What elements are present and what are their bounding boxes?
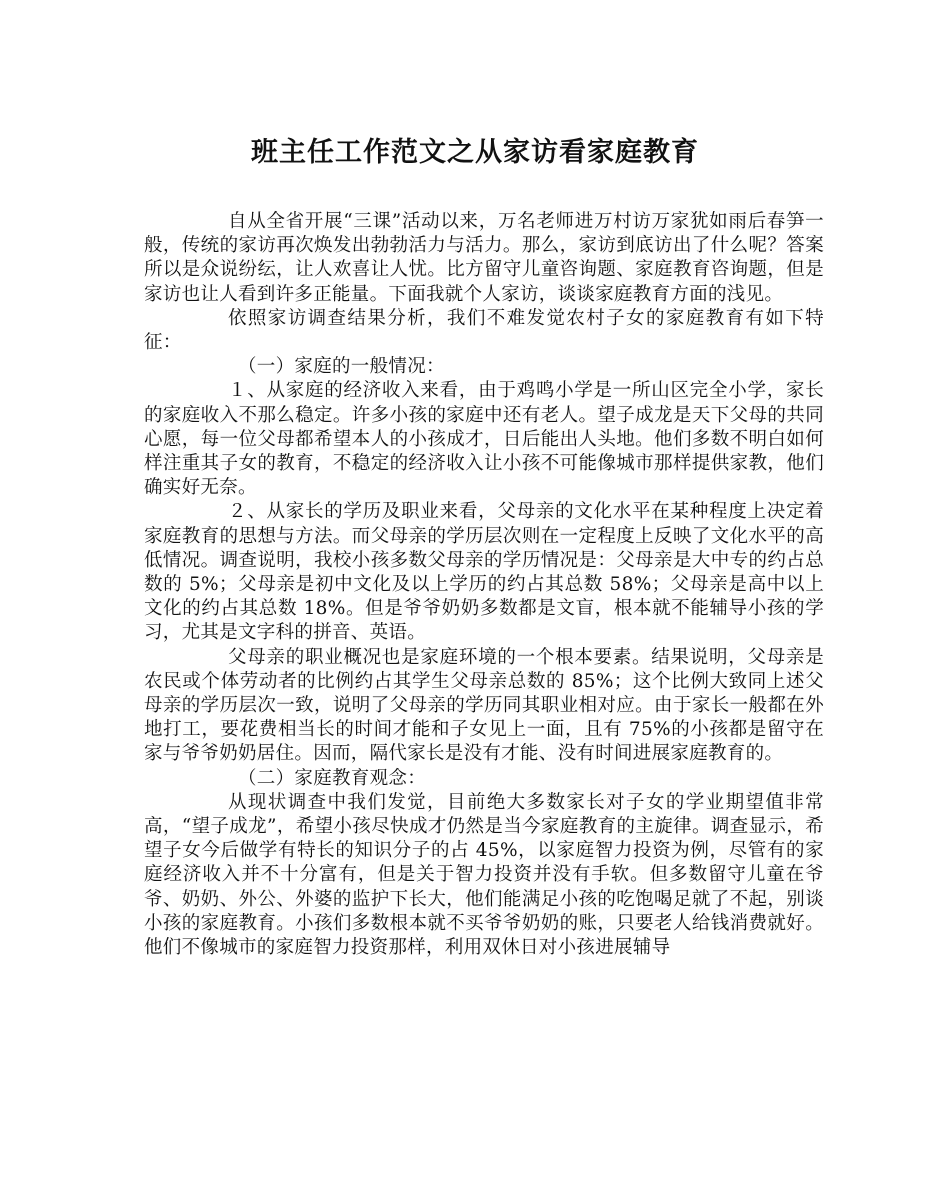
section-heading-general: （一）家庭的一般情况： <box>238 356 445 378</box>
paragraph-intro: 自从全省开展“三课”活动以来，万名老师进万村访万家犹如雨后春笋一般，传统的家访再次焕发出勃勃活力与活力。那么，家访到底访出了什么呢？答案所以是众说纷纭，让人欢喜让人忧。比方留守儿童咨询题、家庭教育咨询题，但是家访也让人看到许多正能量。下面我就个人家访，谈谈家庭教育方面的浅见。 <box>144 211 824 305</box>
document-title: 班主任工作范文之从家访看家庭教育 <box>251 137 699 168</box>
paragraph-economic-income: １、从家庭的经济收入来看，由于鸡鸣小学是一所山区完全小学，家长的家庭收入不那么稳定。许多小孩的家庭中还有老人。望子成龙是天下父母的共同心愿，每一位父母都希望本人的小孩成才，日后能出人头地。他们多数不明白如何样注重其子女的教育，不稳定的经济收入让小孩不可能像城市那样提供家教，他们确实好无奈。 <box>144 380 824 499</box>
paragraph-status-survey: 从现状调查中我们发觉，目前绝大多数家长对子女的学业期望值非常高，“望子成龙”，希望小孩尽快成才仍然是当今家庭教育的主旋律。调查显示，希望子女今后做学有特长的知识分子的占 45%，以家庭智力投资为例，尽管有的家庭经济收入并不十分富有，但是关于智力投资并没有手软。但多数留守儿童在爷爷、奶奶、外公、外婆的监护下长大，他们能满足小孩的吃饱喝足就了不起，别谈小孩的家庭教育。小孩们多数根本就不买爷爷奶奶的账，只要老人给钱消费就好。他们不像城市的家庭智力投资那样，利用双休日对小孩进展辅导 <box>144 791 824 959</box>
paragraph-features: 依照家访调查结果分析，我们不难发觉农村子女的家庭教育有如下特征： <box>144 307 824 354</box>
paragraph-education-occupation: ２、从家长的学历及职业来看，父母亲的文化水平在某种程度上决定着家庭教育的思想与方法。而父母亲的学历层次则在一定程度上反映了文化水平的高低情况。调查说明，我校小孩多数父母亲的学历情况是：父母亲是大中专的约占总数的 5%；父母亲是初中文化及以上学历的约占其总数 58%；父母亲是高中以上文化的约占其总数 18%。但是爷爷奶奶多数都是文盲，根本就不能辅导小孩的学习，尤其是文字科的拼音、英语。 <box>144 501 824 644</box>
section-heading-concepts: （二）家庭教育观念： <box>238 767 427 789</box>
paragraph-occupation-overview: 父母亲的职业概况也是家庭环境的一个根本要素。结果说明，父母亲是农民或个体劳动者的比例约占其学生父母亲总数的 85%；这个比例大致同上述父母亲的学历层次一致，说明了父母亲的学历同其职业相对应。由于家长一般都在外地打工，要花费相当长的时间才能和子女见上一面，且有 75%的小孩都是留守在家与爷爷奶奶居住。因而，隔代家长是没有才能、没有时间进展家庭教育的。 <box>144 646 824 765</box>
document-body <box>144 210 824 960</box>
